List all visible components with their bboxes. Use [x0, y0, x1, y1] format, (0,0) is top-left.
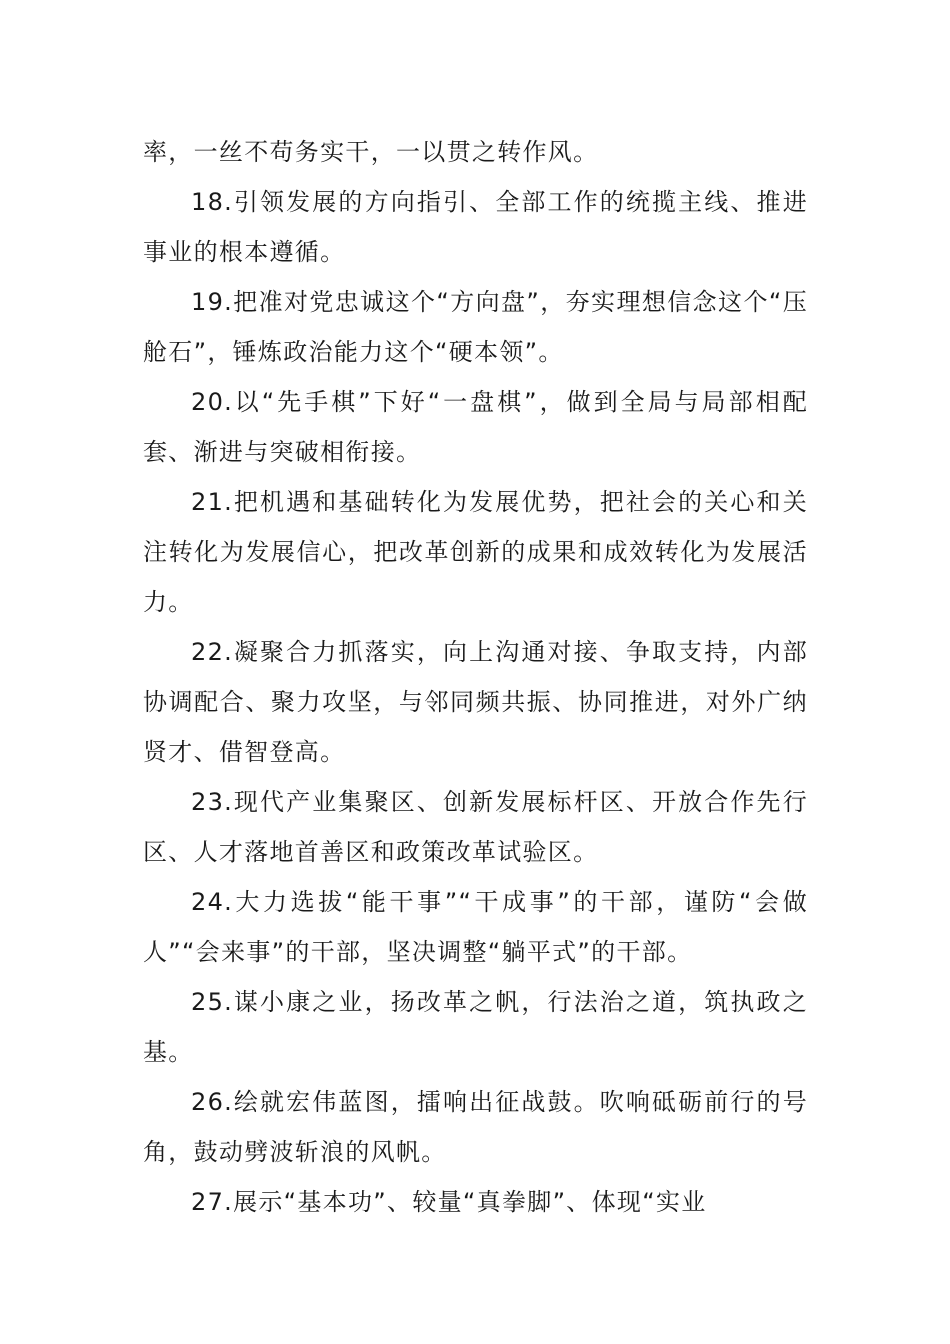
paragraph-item-21: 21.把机遇和基础转化为发展优势，把社会的关心和关注转化为发展信心，把改革创新的成果和成效转化为发展活力。 [143, 488, 808, 616]
paragraph-item-20: 20.以“先手棋”下好“一盘棋”，做到全局与局部相配套、渐进与突破相衔接。 [143, 388, 808, 466]
paragraph-item-22: 22.凝聚合力抓落实，向上沟通对接、争取支持，内部协调配合、聚力攻坚，与邻同频共振、协同推进，对外广纳贤才、借智登高。 [143, 638, 808, 766]
document-body [143, 127, 808, 1227]
paragraph-item-25: 25.谋小康之业，扬改革之帆，行法治之道，筑执政之基。 [143, 988, 808, 1066]
paragraph-item-18: 18.引领发展的方向指引、全部工作的统揽主线、推进事业的根本遵循。 [143, 188, 808, 266]
paragraph-item-24: 24.大力选拔“能干事”“干成事”的干部，谨防“会做人”“会来事”的干部，坚决调整“躺平式”的干部。 [143, 888, 808, 966]
paragraph-item-19: 19.把准对党忠诚这个“方向盘”，夯实理想信念这个“压舱石”，锤炼政治能力这个“硬本领”。 [143, 288, 808, 366]
paragraph-item-26: 26.绘就宏伟蓝图，擂响出征战鼓。吹响砥砺前行的号角，鼓动劈波斩浪的风帆。 [143, 1088, 808, 1166]
paragraph-continuation: 率，一丝不苟务实干，一以贯之转作风。 [143, 138, 599, 166]
paragraph-item-27: 27.展示“基本功”、较量“真拳脚”、体现“实业 [191, 1188, 707, 1216]
paragraph-item-23: 23.现代产业集聚区、创新发展标杆区、开放合作先行区、人才落地首善区和政策改革试验区。 [143, 788, 808, 866]
